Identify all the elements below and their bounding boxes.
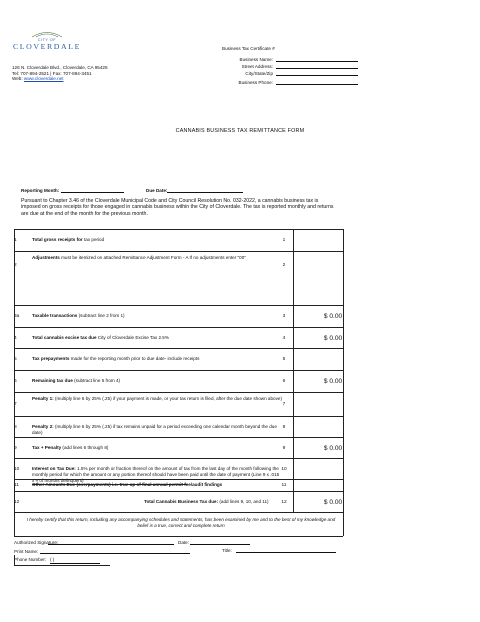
cert-bottom-border — [14, 536, 343, 537]
line-number: 2 — [282, 263, 286, 268]
web-label: Web: — [12, 76, 23, 82]
phone-number-label: Phone Number: — [14, 557, 47, 562]
phone-number-field[interactable]: ( ) — [50, 557, 100, 564]
logo-arc-icon — [12, 30, 82, 38]
business-name-label: Business Name: — [239, 57, 273, 62]
line-number: 1 — [282, 238, 286, 243]
business-phone-field[interactable] — [276, 79, 358, 85]
row-description-text: tax period — [82, 237, 105, 242]
row-description — [144, 499, 284, 505]
row-description-bold: Remaining tax due — [32, 378, 73, 383]
row-description-bold: Adjustments — [32, 255, 60, 260]
amount-column-divider — [293, 229, 294, 512]
print-name-label: Print Name: — [14, 549, 39, 554]
row-number: 7 — [14, 402, 17, 407]
row-description-text: (multiply line 6 by 25% (.25) if tax remains unpaid for a period exceeding one calendar month beyond the due date) — [32, 424, 277, 435]
line-number: 9 — [282, 446, 286, 451]
table-gap-border — [14, 305, 343, 306]
logo-cloverdale: CLOVERDALE — [13, 42, 81, 51]
row-description-bold: Tax prepayments — [32, 356, 70, 361]
table-right-border — [343, 229, 344, 512]
row-amount-field[interactable]: $ 0.00 — [323, 445, 343, 452]
intro-paragraph: Pursuant to Chapter 3.46 of the Cloverdale Municipal Code and City Council Resolution No. 032-2022, a cannabis business tax is imposed on gross receipts for those engaged in cannabis business within the City of Cloverdale. The tax is reported monthly and returns are due at the end of the month for the previous month. — [21, 198, 334, 217]
table-left-border — [14, 229, 15, 512]
row-number: 6 — [14, 379, 17, 384]
row-description-bold: Penalty 2: — [32, 424, 54, 429]
row-description — [32, 313, 282, 319]
due-date-field[interactable] — [167, 187, 243, 193]
row-11-underline — [32, 484, 187, 485]
date-field[interactable] — [190, 539, 250, 545]
form-title: CANNABIS BUSINESS TAX REMITTANCE FORM — [175, 128, 305, 134]
row-description-bold: Interest on Tax Due: — [32, 466, 76, 471]
row-description-text: (add lines 6 through 8) — [61, 445, 109, 450]
row-description-text: made for the reporting month prior to due date- include receipts — [69, 356, 200, 361]
line-number: 10 — [281, 467, 287, 472]
row-number: 12 — [14, 500, 20, 505]
row-number: 3a — [14, 314, 20, 319]
row-description-bold: Penalty 1: — [32, 396, 54, 401]
street-address-field[interactable] — [276, 63, 358, 69]
city-state-zip-field[interactable] — [276, 70, 358, 76]
certification-text: I hereby certify that this return, including any accompanying schedules and statements, has been examined by me and to the best of my knowledge and belief is a true, correct and complete return — [26, 517, 336, 528]
title-field[interactable] — [236, 547, 336, 553]
line-number: 8 — [282, 425, 286, 430]
line-number: 12 — [281, 500, 287, 505]
row-description — [32, 396, 282, 402]
line-number: 5 — [282, 357, 286, 362]
line-number: 7 — [282, 402, 286, 407]
row-number: 8 — [14, 425, 17, 430]
city-state-zip-label: City/State/Zip — [245, 71, 273, 76]
reporting-month-label: Reporting Month: — [21, 188, 60, 193]
row-description-text: must be itemized on attached Remittance Adjustment Form - A If no adjustments enter "00" — [59, 255, 246, 260]
authorized-signature-field[interactable] — [48, 539, 174, 545]
line-number: 6 — [282, 379, 286, 384]
business-tax-certificate-label: Business Tax Certificate # — [222, 46, 275, 51]
due-date-label: Due Date: — [146, 188, 168, 193]
row-description — [32, 237, 282, 243]
row-description-bold: Other Amounts Due (overpayments) i.e. true up of final annual permit fee/audit findings — [32, 482, 223, 487]
row-number: 11 — [14, 483, 19, 488]
row-description-bold: Total cannabis excise tax due — [32, 335, 97, 340]
row-description-text: (add lines 9, 10, and 11) — [218, 499, 269, 504]
row-number: 10 — [14, 467, 20, 472]
street-address-label: Street Address: — [241, 64, 273, 69]
date-label: Date: — [178, 540, 189, 545]
row-amount-field[interactable]: $ 0.00 — [323, 499, 343, 506]
row-description — [32, 378, 282, 384]
table-bottom-border — [14, 512, 343, 513]
line-number: 11 — [281, 483, 287, 488]
row-description-text: (subtract line 2 from 1) — [77, 313, 125, 318]
row-amount-field[interactable]: $ 0.00 — [323, 335, 343, 342]
row-description-bold: Tax + Penalty — [32, 445, 62, 450]
row-description-bold: Taxable transactions — [32, 313, 78, 318]
row-description — [32, 424, 282, 436]
row-description — [32, 356, 282, 362]
web-link[interactable]: www.cloverdale.net — [23, 76, 64, 82]
row-number: 2 — [14, 263, 17, 268]
row-number: 5 — [14, 357, 17, 362]
address-phones: Tel: 707-894-2521 | Fax: 707-894-3451 — [12, 70, 92, 76]
row-description-text: City of Cloverdale Excise Tax 2.5% — [96, 335, 169, 340]
address-web — [12, 76, 132, 82]
row-description-text: (multiply line 6 by 25% (.25) if your payment is made, or your tax return is filed, after the due date shown above) — [53, 396, 282, 401]
row-number: 9 — [14, 446, 17, 451]
row-description-text: 1.5% per month or fraction thereof on the amount of tax from the last day of the month following the monthly period for which the amount or any portion thereof should have been paid until the date of payment (Line 9 x .015 x # of months delinquent) — [32, 466, 280, 483]
phone-box-bottom — [14, 565, 110, 566]
line-number: 4 — [282, 336, 286, 341]
address-street: 126 N. Cloverdale Blvd., Cloverdale, CA 95425 — [12, 65, 108, 70]
row-description — [32, 255, 282, 261]
print-name-field[interactable] — [40, 548, 190, 554]
line-number: 3 — [282, 314, 286, 319]
logo-city-of: CITY OF — [37, 38, 57, 42]
row-description-text: (subtract line 5 from 4) — [72, 378, 121, 383]
row-description — [32, 445, 282, 451]
city-address — [12, 65, 132, 82]
business-name-field[interactable] — [276, 56, 358, 62]
reporting-month-field[interactable] — [61, 187, 124, 193]
city-logo — [12, 30, 82, 51]
row-number: 1 — [14, 238, 17, 243]
authorized-signature-label: Authorized Signature: — [14, 540, 59, 545]
row-number: 4 — [14, 336, 17, 341]
row-description — [32, 335, 282, 341]
cert-left-border — [14, 512, 15, 536]
business-phone-label: Business Phone: — [238, 80, 273, 85]
row-amount-field[interactable]: $ 0.00 — [323, 313, 343, 320]
cert-right-border — [343, 512, 344, 536]
row-description-bold: Total Cannabis Business Tax due: — [144, 499, 219, 504]
row-description-bold: Total gross receipts for — [32, 237, 83, 242]
title-label: Title: — [222, 548, 232, 553]
row-amount-field[interactable]: $ 0.00 — [323, 378, 343, 385]
